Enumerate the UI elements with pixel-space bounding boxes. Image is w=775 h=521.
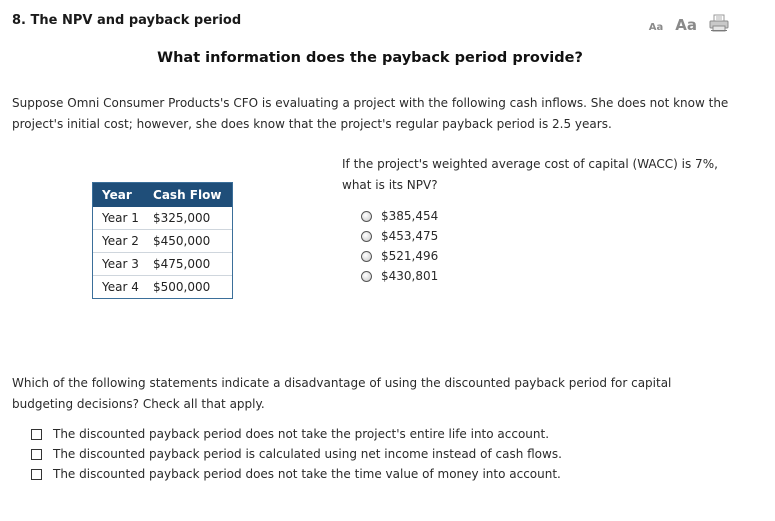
radio-button[interactable]: [361, 231, 372, 242]
column-header-year: Year: [93, 183, 147, 207]
option-label: $453,475: [381, 229, 439, 243]
option-label: $385,454: [381, 209, 439, 223]
font-size-small-button[interactable]: Aa: [648, 22, 664, 33]
disadvantage-option[interactable]: [31, 424, 562, 444]
question-title: 8. The NPV and payback period: [12, 13, 242, 28]
table-row: [93, 276, 232, 299]
npv-option[interactable]: [361, 206, 438, 226]
disadvantage-options: [31, 424, 562, 484]
npv-option[interactable]: [361, 226, 438, 246]
toolbar: [649, 12, 729, 34]
checkbox[interactable]: [31, 449, 42, 460]
checkbox[interactable]: [31, 429, 42, 440]
disadvantage-question-prompt: Which of the following statements indicate a disadvantage of using the discounted payback period for capital budgeting decisions? Check all that apply.: [12, 376, 672, 411]
option-label: The discounted payback period does not take the time value of money into account.: [53, 467, 561, 481]
radio-button[interactable]: [361, 271, 372, 282]
npv-option[interactable]: [361, 266, 438, 286]
disadvantage-option[interactable]: [31, 444, 562, 464]
table-row: [93, 230, 232, 253]
radio-button[interactable]: [361, 211, 372, 222]
npv-option[interactable]: [361, 246, 438, 266]
npv-options: [361, 206, 438, 286]
subheading: What information does the payback period provide?: [157, 50, 583, 66]
option-label: $430,801: [381, 269, 439, 283]
cell-cash-flow: $475,000: [147, 253, 232, 276]
npv-question-prompt: If the project's weighted average cost of capital (WACC) is 7%, what is its NPV?: [342, 157, 718, 192]
table-row: [93, 253, 232, 276]
table-row: [93, 207, 232, 230]
cell-cash-flow: $500,000: [153, 280, 211, 294]
cell-year: Year 2: [93, 230, 147, 253]
cash-flow-table: [92, 182, 233, 299]
cell-year: Year 1: [93, 207, 147, 230]
radio-button[interactable]: [361, 251, 372, 262]
option-label: The discounted payback period is calculated using net income instead of cash flows.: [53, 447, 562, 461]
column-header-cash-flow: Cash Flow: [147, 183, 232, 207]
option-label: $521,496: [381, 249, 439, 263]
intro-paragraph: Suppose Omni Consumer Products's CFO is evaluating a project with the following cash inflows. She does not know the project's initial cost; however, she does know that the project's regular payback period is 2.5 years.: [12, 96, 729, 131]
cell-cash-flow: $450,000: [147, 230, 232, 253]
cell-year: Year 3: [93, 253, 147, 276]
printer-icon[interactable]: [709, 14, 729, 32]
option-label: The discounted payback period does not take the project's entire life into account.: [53, 427, 550, 441]
disadvantage-option[interactable]: [31, 464, 562, 484]
cell-year: Year 4: [102, 280, 139, 294]
font-size-large-button[interactable]: Aa: [675, 16, 697, 34]
checkbox[interactable]: [31, 469, 42, 480]
cell-cash-flow: $325,000: [147, 207, 232, 230]
